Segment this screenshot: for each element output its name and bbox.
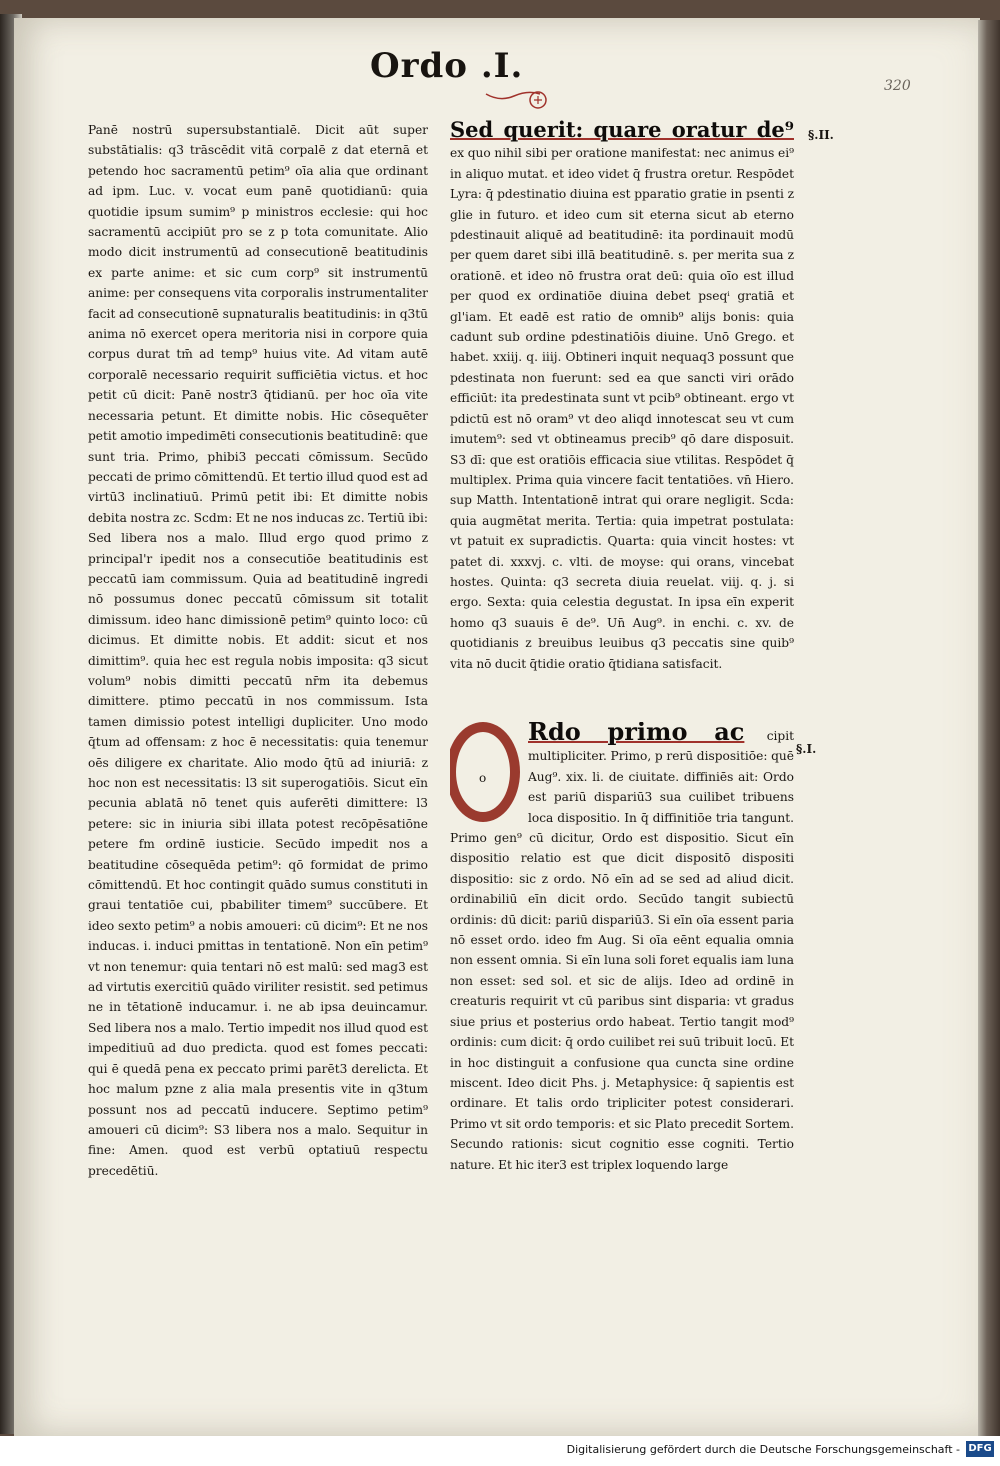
ordo-heading: Rdo primo ac [528, 722, 745, 746]
left-column-text: Panē nostrū supersubstantialē. Dicit aūt super substātialis: q3 trāscēdit vitā corpalē z dat eternā et petendo hoc sacramentū petim⁹ oīa alia que ordinant ad ipm. Luc. v. vocat eum panē quotidianū: quia quotidie ipsum sumim⁹ p ministros ecclesie: qui hoc sacramentū accipiūt pro se z p tota comunitate. Alio modo dicit instrumentū ad consecutionē beatitudinis ex parte anime: et sic cum corp⁹ sit instrumentū anime: per consequens vita corporalis instrumentaliter facit ad consecutionē supnaturalis beatitudinis: in q3tū anima nō exercet opera meritoria nisi in corpore quia corpus durat tm̄ ad temp⁹ huius vite. Ad vitam autē corporalē necessario requirit sufficiētia victus. et hoc petit cū dicit: Panē nostr3 q̄tidianū. per hoc oīa vite necessaria petunt. Et dimitte nobis. Hic cōsequēter petit amotio impedimēti consecutionis beatitudinē: que sunt tria. Primo, phibi3 peccati cōmissum. Secūdo peccati de primo cōmittendū. Et tertio illud quod est ad virtū3 inclinatiuū. Primū petit ibi: Et dimitte nobis debita nostra zc. Scdm: Et ne nos inducas zc. Tertiū ibi: Sed libera nos a malo. Illud ergo quod primo z principal'r ipedit nos a consecutiōe beatitudinis est peccatū iam commissum. Quia ad beatitudinē ingredi nō possumus donec peccatū cōmissum sit totalit dimissum. ideo hanc dimissionē petim⁹ quinto loco: cū dicimus. Et dimitte nobis. Et addit: sicut et nos dimittim⁹. quia hec est regula nobis imposita: q3 sicut volum⁹ nobis dimitti peccatū nr̄m ita debemus dimittere. ptimo peccatū in nos commissum. Ista tamen dimissio potest intelligi dupliciter. Uno modo q̄tum ad offensam: z hoc ē necessitatis: quia tenemur oēs diligere ex charitate. Alio modo q̄tū ad iniuriā: z hoc non est necessitatis: l3 sit superogatiōis. Sicut eīn pecunia ablatā nō tenet quis auferēti dimittere: l3 petere: sic in iniuria sibi illata potest recōpēsatiōne petere fm ordinē iusticie. Secūdo impedit nos a beatitudine cōsequēda petim⁹: qō formidat de primo cōmittendū. Et hoc contingit quādo sumus constituti in graui tentatiōe cui, pbabiliter timem⁹ succūbere. Et ideo sexto petim⁹ a nobis amoueri: cū dicim⁹: Et ne nos inducas. i. induci pmittas in tentationē. Non eīn petim⁹ vt non tenemur: quia tentari nō est malū: sed mag3 est ad virtutis exercitiū quādo viriliter resistit. sed petimus ne in tētationē inducamur. i. ne ab ipsa deuincamur. Sed libera nos a malo. Tertio impedit nos illud quod est impeditiuū ad duo predicta. quod est fomes peccati: qui ē quedā pena ex peccato primi parēt3 derelicta. Et hoc malum pzne z alia mala presentis vite in q3tum possunt nos ad peccatū inducere. Septimo petim⁹ amoueri cū dicim⁹: S3 libera nos a malo. Sequitur in fine: Amen. quod est verbū optatiuū respectu precedētiū. [88, 123, 428, 1178]
question-heading: Sed querit: quare oratur de⁹ [450, 120, 794, 142]
question-text: ex quo nihil sibi per oratione manifestat: nec animus ei⁹ in aliquo mutat. et ideo videt q̄ frustra oretur. Respōdet Lyra: q̄ pdestinatio diuina est pparatio gratie in psenti z glie in futuro. et ideo cum sit eterna sicut ab eterno pdestinauit aliquē ad beatitudinē: ita pordinauit modū per quem daret sibi illā beatitudinē. s. per merita sua z orationē. et ideo nō frustra orat deū: quia oīo est illud per quod ex ordinatiōe diuina debet pseqⁱ gratiā et gl'iam. Et eadē est ratio de omnib⁹ alijs bonis: quia cadunt sub ordine pdestinatiōis diuine. Unō Grego. et habet. xxiij. q. iiij. Obtineri inquit nequaq3 possunt que pdestinata non fuerunt: sed ea que sancti viri orādo efficiūt: ita predestinata sunt vt pcib⁹ obtineant. ergo vt pdictū est nō oram⁹ vt deo aliqd innotescat seu vt cum imutem⁹: sed vt obtineamus precib⁹ qō dare disposuit. S3 dī: que est oratiōis efficacia siue vtilitas. Respōdet q̄ multiplex. Prima quia vincere facit tentatiōes. vn̄ Hiero. sup Matth. Intentationē intrat qui orare negligit. Scda: quia augmētat merita. Tertia: quia impetrat postulata: vt patuit ex supradictis. Quarta: quia vincit hostes: vt patet di. xxxvj. c. vlti. de moyse: qui orans, vincebat hostes. Quinta: q3 secreta diuia reuelat. viij. q. j. si ergo. Sexta: quia celestia degustat. In ipsa eīn experit homo q3 suauis ē de⁹. Un̄ Aug⁹. in enchi. c. xv. de quotidianis z breuibus leuibus q3 peccatis sine quib⁹ vita nō ducit q̄tidie oratio q̄tidiana satisfacit. [450, 146, 794, 671]
running-head: Ordo .I. [370, 46, 524, 86]
right-column-bottom [450, 722, 794, 1208]
dfg-logo-icon: DFG [966, 1441, 994, 1457]
rubric-flourish-icon [480, 80, 550, 120]
initial-guide-letter: o [479, 771, 487, 785]
ordo-text: cipit multipliciter. Primo, p rerū dispositiōe: quē Aug⁹. xix. li. de ciuitate. diffiniēs ait: Ordo est pariū dispariū3 sua cuilibet tribuens loca dispositio. In q̄ diffinitiōe tria tangunt. Primo gen⁹ cū dicitur, Ordo est dispositio. Sicut eīn dispositio relatio est que dicit dispositō dispositi dispositio: sic z ordo. Nō eīn ad se sed ad aliud dicit. ordinabiliū eīn dicit ordo. Secūdo tangit subiectū ordinis: dū dicit: pariū dispariū3. Si eīn oīa essent paria nō esset ordo. ideo fm Aug. Si oīa eēnt equalia omnia non essent omnia. Si eīn luna soli foret equalis iam luna non esset: sed sol. et sic de alijs. Ideo ad ordinē in creaturis requirit vt cū paribus sint disparia: vt gradus siue prius et posterius ordo habeat. Tertio tangit mod⁹ ordinis: cum dicit: q̄ ordo cuilibet rei suū tribuit locū. Et in hoc distinguit a confusione qua cuncta sine ordine miscent. Ideo dicit Phs. j. Metaphysice: q̄ sapientis est ordinare. Et talis ordo tripliciter potest considerari. Primo vt sit ordo temporis: et sic Plato precedit Sortem. Secundo rationis: sicut cognitio esse cogniti. Tertio nature. Et hic iter3 est triplex loquendo large [450, 729, 794, 1172]
page-edge [978, 20, 1000, 1436]
dfg-credit: Digitalisierung gefördert durch die Deutsche Forschungsgemeinschaft - [566, 1443, 960, 1456]
folio-number: 320 [884, 78, 911, 94]
section-mark-q: §.II. [808, 128, 834, 142]
left-column [88, 120, 428, 1210]
right-column-top [450, 120, 794, 710]
section-mark-ordo: §.I. [796, 742, 817, 756]
